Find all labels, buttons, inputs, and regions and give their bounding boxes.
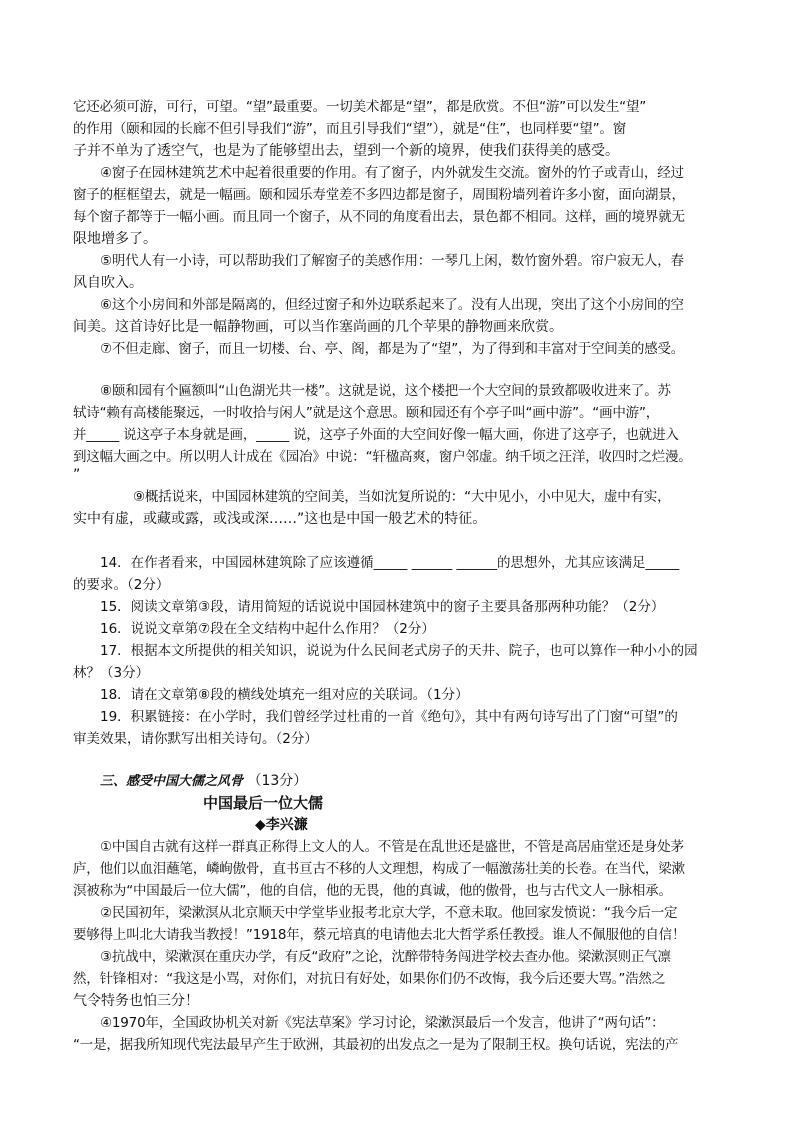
article-paragraph-1-start: ①中国自古就有这样一群真正称得上文人的人。不管是在乱世还是盛世，不管是高居庙堂还是身处茅 — [100, 839, 684, 855]
paragraph-8-start: ⑧颐和园有个匾额叫“山色湖光共一楼”。这就是说，这个楼把一个大空间的景致都吸收进来了。苏 — [100, 383, 671, 399]
article-line: 庐，他们以血泪蘸笔，嶙峋傲骨，直书亘古不移的人文理想，构成了一幅激荡壮美的长卷。在当代，梁漱 — [73, 861, 685, 877]
article-author: ◆李兴濂 — [255, 817, 308, 833]
article-line: 要够得上叫北大请我当教授！”1918年，蔡元培真的电请他去北大哲学系任教授。谁人不佩服他的自信！ — [73, 927, 686, 943]
article-line: “一是，据我所知现代宪法最早产生于欧洲，其最初的出发点之一是为了限制王权。换句话说，宪法的产 — [73, 1037, 679, 1053]
paragraph-4-start: ④窗子在园林建筑艺术中起着很重要的作用。有了窗子，内外就发生交流。窗外的竹子或青山，经过 — [100, 165, 684, 181]
question-15: 15．阅读文章第③段，请用简短的话说说中国园林建筑中的窗子主要具备那两种功能？（2分） — [100, 599, 665, 615]
passage-line: 每个窗子都等于一幅小画。而且同一个窗子，从不同的角度看出去，景色都不相同。这样，画的境界就无 — [73, 209, 685, 225]
passage-line: 风自吹入。 — [73, 275, 143, 291]
passage-line: 子并不单为了透空气，也是为了能够望出去，望到一个新的境界，使我们获得美的感受。 — [73, 143, 619, 159]
passage-line: 到这幅大画之中。所以明人计成在《园冶》中说：“轩楹高爽，窗户邻虚。纳千顷之汪洋，收四时之烂漫。 — [73, 449, 692, 465]
passage-line: 的作用（颐和园的长廊不但引导我们“游”，而且引导我们“望”），就是“住”，也同样要“望”。窗 — [73, 121, 627, 137]
article-title: 中国最后一位大儒 — [203, 794, 324, 812]
paragraph-7: ⑦不但走廊、窗子，而且一切楼、台、亭、阁，都是为了“望”，为了得到和丰富对于空间美的感受。 — [100, 341, 685, 357]
article-line: 然，针锋相对：“我这是小骂，对你们，对抗日有好处，如果你们仍不改悔，我今后还要大骂。”浩然之 — [73, 971, 666, 987]
question-16: 16．说说文章第⑦段在全文结构中起什么作用？（2分） — [100, 621, 435, 637]
passage-line: 轼诗“赖有高楼能聚远，一时收拾与闲人”就是这个意思。颐和园还有个亭子叫“画中游”。“画中游”， — [73, 405, 660, 421]
article-paragraph-4-start: ④1970年，全国政协机关对新《宪法草案》学习讨论，梁漱溟最后一个发言，他讲了“两句话”： — [100, 1015, 665, 1031]
question-14-cont: 的要求。（2分） — [73, 577, 170, 593]
paragraph-6-start: ⑥这个小房间和外部是隔离的，但经过窗子和外边联系起来了。没有人出现，突出了这个小房间的空 — [100, 297, 684, 313]
article-line: 溟被称为“中国最后一位大儒”，他的自信，他的无畏，他的真诚，他的傲骨，也与古代文人一脉相承。 — [73, 883, 672, 899]
section-score: （13分） — [247, 773, 308, 789]
question-17-cont: 林？（3分） — [73, 665, 150, 681]
article-line: 气令特务也怕三分！ — [73, 993, 199, 1009]
section-heading — [100, 770, 733, 793]
passage-line-with-blanks: 并_____ 说这亭子本身就是画，_____ 说，这亭子外面的大空间好像一幅大画，你进了这亭子，也就进入 — [73, 427, 679, 443]
passage-line: 它还必须可游，可行，可望。“望”最重要。一切美术都是“望”，都是欣赏。不但“游”可以发生“望” — [73, 99, 647, 115]
question-19: 19．积累链接：在小学时，我们曾经学过杜甫的一首《绝句》，其中有两句诗写出了门窗“可望”的 — [100, 709, 678, 725]
question-14: 14．在作者看来，中国园林建筑除了应该遵循_____ ______ ______的思想外，尤其应该满足_____ — [100, 555, 680, 571]
article-paragraph-3-start: ③抗战中，梁漱溟在重庆办学，有反“政府”之论，沈醉带特务闯进学校去查办他。梁漱溟则正气凛 — [100, 949, 671, 965]
question-18: 18．请在文章第⑧段的横线处填充一组对应的关联词。（1分） — [100, 687, 469, 703]
passage-line: 限地增多了。 — [73, 231, 157, 247]
question-17: 17．根据本文所提供的相关知识，说说为什么民间老式房子的天井、院子，也可以算作一种小小的园 — [100, 643, 698, 659]
paragraph-5-start: ⑤明代人有一小诗，可以帮助我们了解窗子的美感作用：一琴几上闲，数竹窗外碧。帘户寂无人，春 — [100, 253, 684, 269]
paragraph-9-start: ⑨概括说来，中国园林建筑的空间美，当如沈复所说的：“大中见小，小中见大，虚中有实， — [133, 489, 671, 505]
section-title: 三、感受中国大儒之风骨 — [100, 774, 244, 789]
passage-line: ” — [73, 467, 81, 483]
article-paragraph-2-start: ②民国初年，梁漱溟从北京顺天中学堂毕业报考北京大学，不意未取。他回家发愤说：“我今后一定 — [100, 905, 678, 921]
passage-line: 实中有虚，或藏或露，或浅或深……”这也是中国一般艺术的特征。 — [73, 511, 487, 527]
question-19-cont: 审美效果，请你默写出相关诗句。（2分） — [73, 731, 318, 747]
passage-line: 窗子的框框望去，就是一幅画。颐和园乐寿堂差不多四边都是窗子，周围粉墙列着许多小窗，面向湖景， — [73, 187, 685, 203]
passage-line: 间美。这首诗好比是一幅静物画，可以当作塞尚画的几个苹果的静物画来欣赏。 — [73, 319, 563, 335]
